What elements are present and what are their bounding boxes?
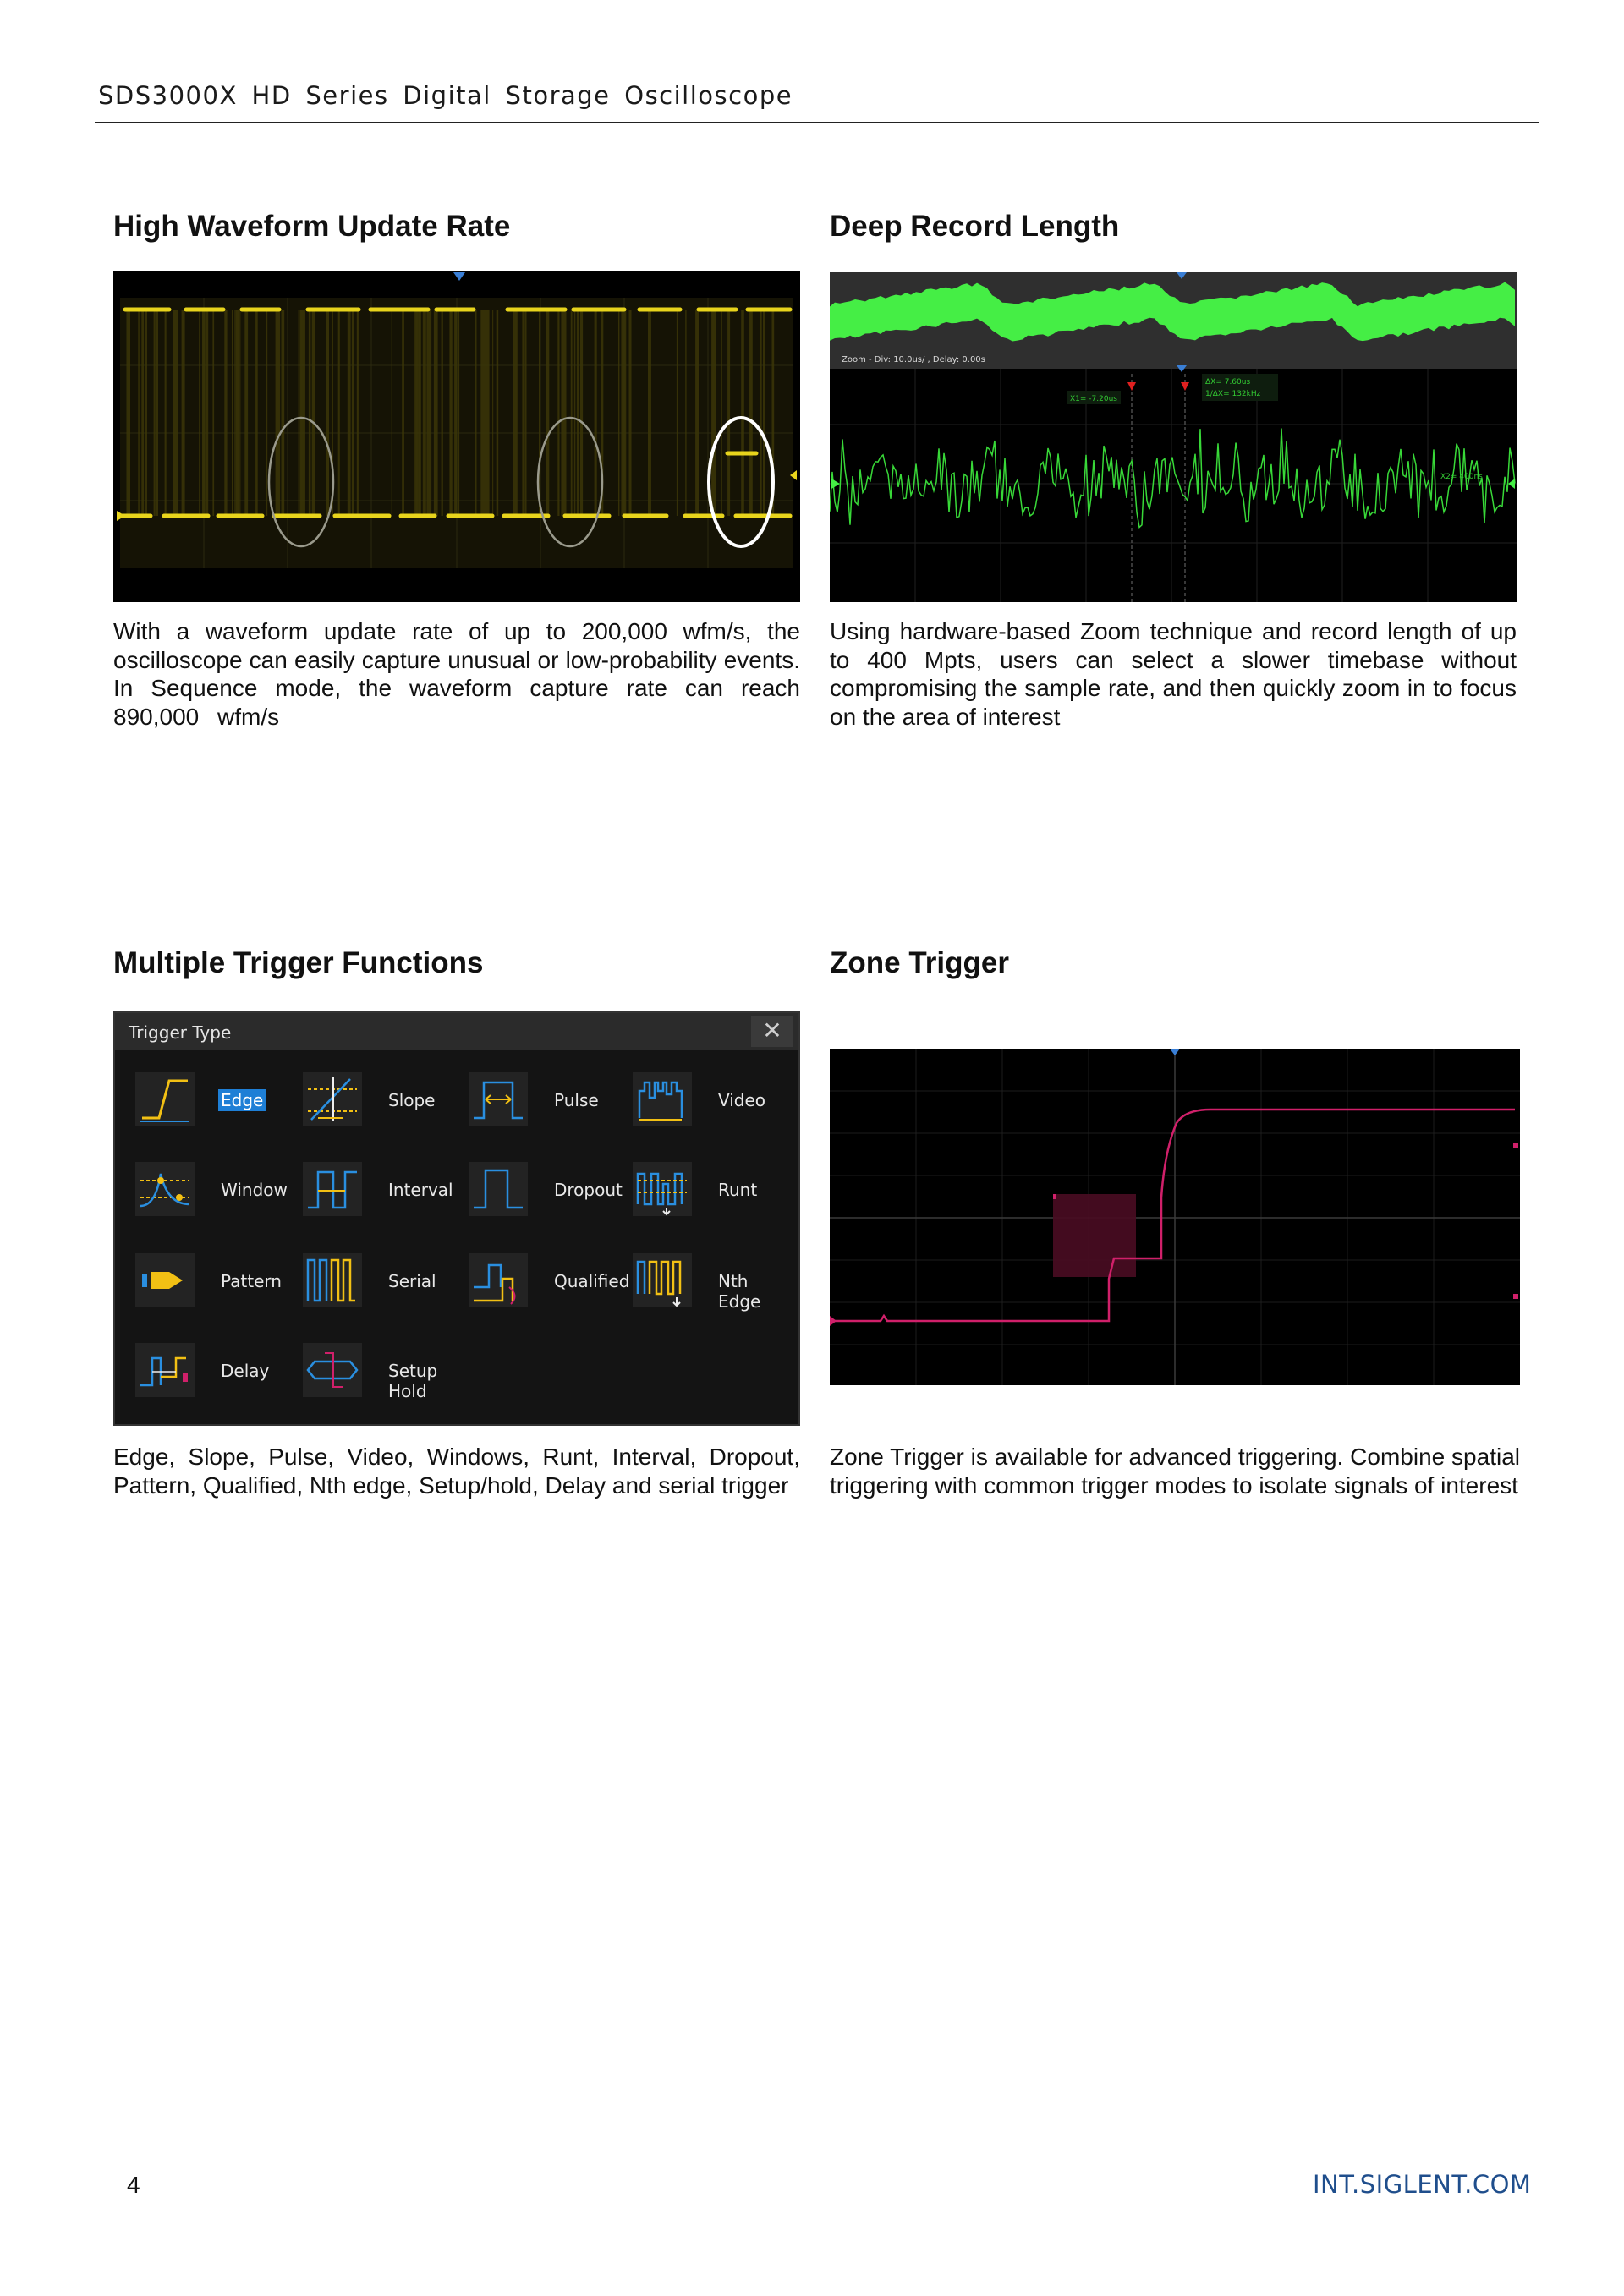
section-title-trigger: Multiple Trigger Functions — [113, 946, 484, 979]
qualified-icon — [469, 1253, 528, 1307]
trigger-option-setup-hold[interactable] — [293, 1343, 453, 1400]
dropout-icon — [469, 1162, 528, 1216]
trigger-option-label: Setup Hold — [388, 1361, 438, 1401]
trigger-option-serial[interactable] — [293, 1253, 453, 1311]
document-header: SDS3000X HD Series Digital Storage Oscilloscope — [98, 81, 793, 110]
trigger-option-label: Nth Edge — [718, 1271, 761, 1312]
x2-cursor-label: X2= 400ns — [1440, 473, 1483, 481]
edge-icon — [135, 1072, 195, 1126]
trigger-option-label: Video — [718, 1090, 766, 1110]
trigger-option-label: Window — [221, 1180, 288, 1200]
section-title-zone-trigger: Zone Trigger — [830, 946, 1009, 979]
video-icon — [633, 1072, 692, 1126]
zone-trigger-waveform — [830, 1049, 1520, 1385]
record-length-screenshot — [830, 272, 1517, 602]
update-rate-description: With a waveform update rate of up to 200,000 wfm/s, the oscilloscope can easily capture unusual or low-probability events. In Sequence mode, the waveform capture rate can reach 890,000 wfm/s — [113, 618, 800, 730]
footer-url-link[interactable]: INT.SIGLENT.COM — [1313, 2170, 1532, 2199]
zone-trigger-description: Zone Trigger is available for advanced triggering. Combine spatial triggering with common trigger modes to isolate signals of interest — [830, 1444, 1520, 1499]
trigger-option-slope[interactable] — [293, 1072, 453, 1130]
trigger-option-edge[interactable] — [125, 1072, 286, 1130]
trigger-description: Edge, Slope, Pulse, Video, Windows, Runt, Interval, Dropout, Pattern, Qualified, Nth edge, Setup/hold, Delay and serial trigger — [113, 1444, 800, 1499]
x1-cursor-label: X1= -7.20us — [1070, 395, 1117, 403]
interval-icon — [303, 1162, 362, 1216]
close-icon[interactable]: ✕ — [751, 1016, 793, 1047]
trigger-panel-header — [115, 1013, 798, 1050]
zoom-info-label: Zoom - Div: 10.0us/ , Delay: 0.00s — [842, 355, 985, 364]
trigger-option-pulse[interactable] — [458, 1072, 619, 1130]
slope-icon — [303, 1072, 362, 1126]
inverse-delta-x-label: 1/ΔX= 132kHz — [1205, 390, 1261, 398]
nth-edge-icon — [633, 1253, 692, 1307]
delay-icon — [135, 1343, 195, 1397]
trigger-option-label: Delay — [221, 1361, 270, 1381]
trigger-option-nth-edge[interactable] — [623, 1253, 783, 1311]
trigger-option-qualified[interactable] — [458, 1253, 630, 1311]
trigger-option-runt[interactable] — [623, 1162, 783, 1219]
update-rate-screenshot — [113, 271, 800, 602]
update-rate-waveform — [113, 271, 800, 602]
section-title-update-rate: High Waveform Update Rate — [113, 210, 511, 243]
serial-icon — [303, 1253, 362, 1307]
zone-trigger-screenshot — [830, 1049, 1520, 1385]
trigger-option-label: Qualified — [554, 1271, 630, 1291]
trigger-option-label: Serial — [388, 1271, 436, 1291]
delta-x-label: ΔX= 7.60us — [1205, 378, 1251, 386]
pattern-icon — [135, 1253, 195, 1307]
section-title-record-length: Deep Record Length — [830, 210, 1120, 243]
window-icon — [135, 1162, 195, 1216]
trigger-option-label: Runt — [718, 1180, 758, 1200]
trigger-option-delay[interactable] — [125, 1343, 286, 1400]
trigger-option-label: Slope — [388, 1090, 436, 1110]
trigger-option-interval[interactable] — [293, 1162, 453, 1219]
trigger-option-label: Pulse — [554, 1090, 599, 1110]
header-rule — [95, 122, 1539, 123]
setup-hold-icon — [303, 1343, 362, 1397]
trigger-option-label: Interval — [388, 1180, 453, 1200]
runt-icon — [633, 1162, 692, 1216]
trigger-option-video[interactable] — [623, 1072, 783, 1130]
page-number: 4 — [127, 2172, 140, 2198]
trigger-option-window[interactable] — [125, 1162, 286, 1219]
trigger-option-label: Edge — [218, 1089, 266, 1111]
trigger-type-panel — [113, 1011, 800, 1426]
trigger-option-dropout[interactable] — [458, 1162, 623, 1219]
record-length-description: Using hardware-based Zoom technique and record length of up to 400 Mpts, users can select a slower timebase without compromising the sample rate, and then quickly zoom in to focus on the area of interest — [830, 618, 1517, 730]
trigger-option-pattern[interactable] — [125, 1253, 286, 1311]
trigger-option-label: Dropout — [554, 1180, 623, 1200]
record-length-waveform — [830, 272, 1517, 602]
trigger-panel-title: Trigger Type — [129, 1022, 232, 1043]
pulse-icon — [469, 1072, 528, 1126]
trigger-option-label: Pattern — [221, 1271, 282, 1291]
